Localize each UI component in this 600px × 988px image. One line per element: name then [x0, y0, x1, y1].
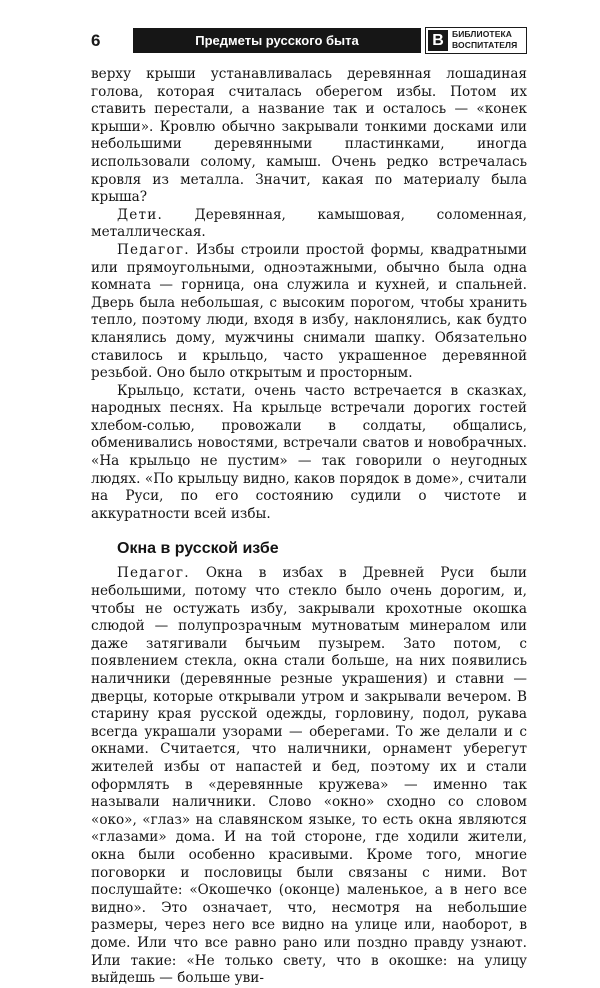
series-logo-text [452, 29, 526, 51]
speaker-label: Дети. [117, 206, 163, 223]
paragraph-windows [91, 565, 527, 987]
paragraph-izba-description [91, 242, 527, 383]
series-logo [425, 27, 527, 54]
series-logo-letter: В [428, 30, 448, 51]
running-title: Предметы русского быта [195, 33, 359, 48]
speaker-text: Окна в избах в Древней Руси были небольшими, потому что стекло было очень дорогим, и, чтобы не остужать избу, закрывали крохотные окошка слюдой — полупрозрачным мутноватым минералом или даже затягивали бычьим пузырем. Зато потом, с появлением стекла, окна стали больше, на них появились наличники (деревянные резные украшения) и ставни — дверцы, которые открывали утром и закрывали вечером. В старину края русской одежды, горловину, подол, рукава всегда украшали узорами — оберегами. То же делали и с окнами. Считается, что наличники, орнамент уберегут жителей избы от напастей и бед, поэтому их и стали оформлять в «деревянные кружева» — именно так называли наличники. Слово «окно» сходно со словом «око», «глаз» на славянском языке, то есть окна являются «глазами» дома. И на той стороне, где ходили жители, окна были особенно красивыми. Кроме того, многие поговорки и пословицы были связаны с ними. Вот послушайте: «Окошечко (оконце) маленькое, а в него все видно». Это означает, что, несмотря на небольшие размеры, через него все видно на улице или, наоборот, в доме. Или что все равно рано или поздно правду узнают. Или такие: «Не только свету, что в окошке: на улицу выйдешь — больше уви- [91, 565, 527, 987]
speaker-label: Педагог. [117, 565, 190, 582]
paragraph-children-answer [91, 207, 527, 242]
speaker-text: Избы строили простой формы, квадратными или прямоугольными, одноэтажными, обычно была одна комната — горница, она служила и кухней, и спальней. Дверь была небольшая, с высоким порогом, чтобы хранить тепло, поэтому люди, входя в избу, наклонялись, как будто кланялись дому, мужчины снимали шапку. Обязательно ставилось и крыльцо, часто украшенное деревянной резьбой. Оно было открытым и просторным. [91, 241, 527, 382]
paragraph-roof-continuation: верху крыши устанавливалась деревянная лошадиная голова, которая считалась оберегом избы. Потом их ставить перестали, а название так и осталось — «конек крыши». Кровлю обычно закрывали тонкими досками или небольшими деревянными пластинками, иногда использовали солому, камыш. Очень редко встречалась кровля из металла. Значит, какая по материалу была крыша? [91, 66, 527, 206]
page-number: 6 [91, 31, 101, 50]
page-header [91, 27, 527, 54]
series-logo-line2: ВОСПИТАТЕЛЯ [452, 40, 518, 50]
speaker-label: Педагог. [117, 241, 190, 258]
paragraph-porch: Крыльцо, кстати, очень часто встречается в сказках, народных песнях. На крыльце встречали дорогих гостей хлебом-солью, провожали в солдаты, общались, обменивались новостями, встречали сватов и новобрачных. «На крыльцо не пустим» — так говорили о неугодных людях. «По крыльцу видно, каков порядок в доме», считали на Руси, по его состоянию судили о чистоте и аккуратности всей избы. [91, 382, 527, 522]
page-body [91, 66, 527, 988]
series-logo-line1: БИБЛИОТЕКА [452, 29, 512, 39]
running-title-bar [133, 28, 421, 53]
section-heading: Окна в русской избе [117, 540, 279, 558]
speaker-text: Деревянная, камышовая, соломенная, металлическая. [91, 206, 527, 241]
